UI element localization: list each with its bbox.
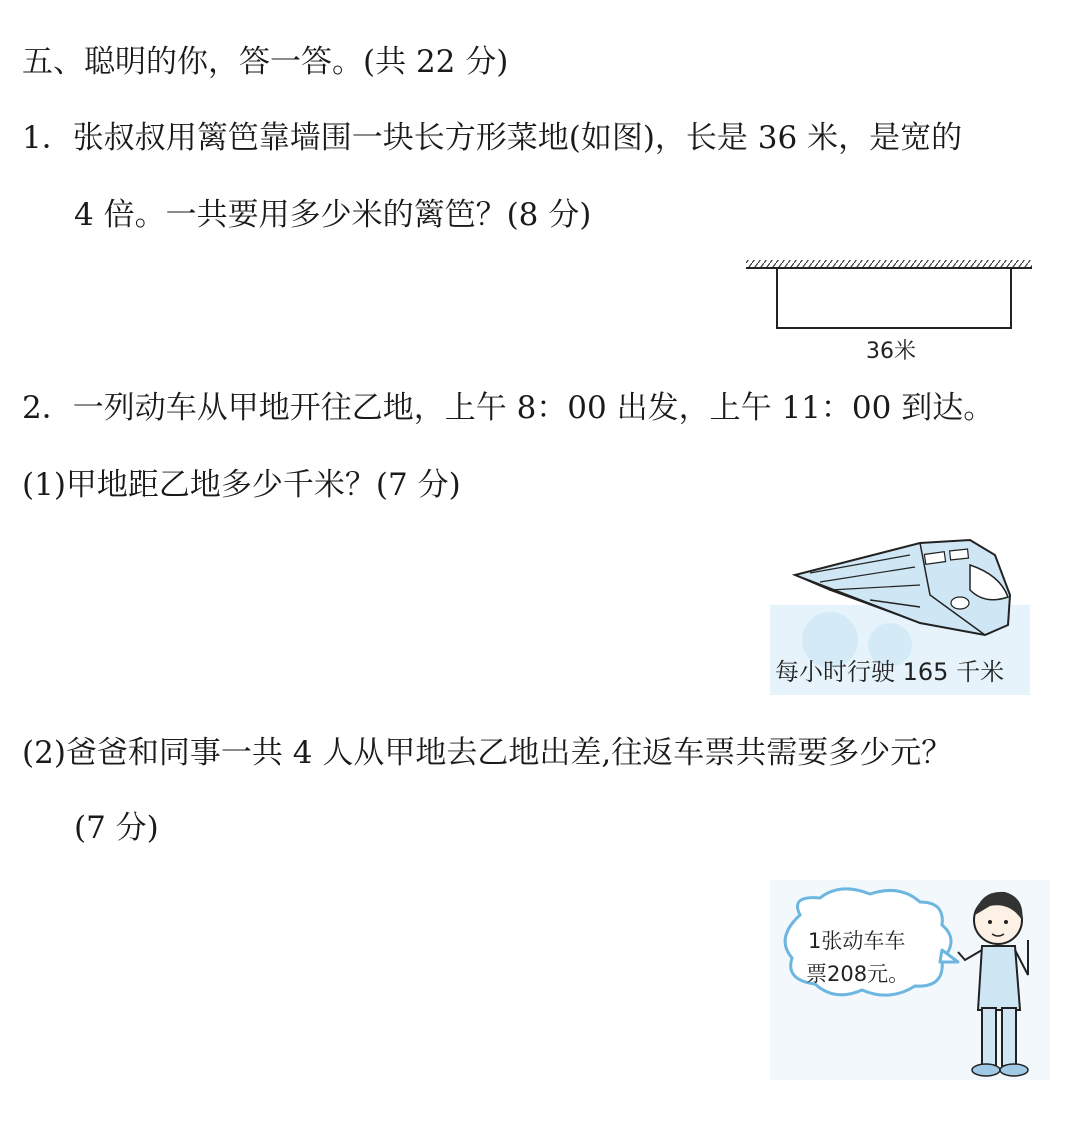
- figure-length-label: 36米: [866, 339, 916, 364]
- bubble-text-line-2: 票208元。: [806, 962, 910, 986]
- question-2-part-2-line-2: (7 分): [74, 810, 159, 846]
- wall-hatching: [746, 260, 1032, 268]
- question-2-intro: 2．一列动车从甲地开往乙地，上午 8：00 出发，上午 11：00 到达。: [22, 390, 995, 426]
- question-2-part-1: (1)甲地距乙地多少千米？(7 分): [22, 467, 461, 503]
- train-speed-caption: 每小时行驶 165 千米: [775, 658, 1005, 686]
- bubble-text-line-1: 1张动车车: [808, 929, 906, 953]
- question-1-line-2: 4 倍。一共要用多少米的篱笆？(8 分): [74, 197, 592, 233]
- question-2-part-2-line-1: (2)爸爸和同事一共 4 人从甲地去乙地出差,往返车票共需要多少元？: [22, 735, 953, 771]
- garden-diagram: [740, 255, 1040, 335]
- fence-rectangle: [777, 268, 1011, 328]
- question-1-line-1: 1．张叔叔用篱笆靠墙围一块长方形菜地(如图)，长是 36 米，是宽的: [22, 120, 963, 156]
- section-title: 五、聪明的你，答一答。(共 22 分): [22, 44, 509, 80]
